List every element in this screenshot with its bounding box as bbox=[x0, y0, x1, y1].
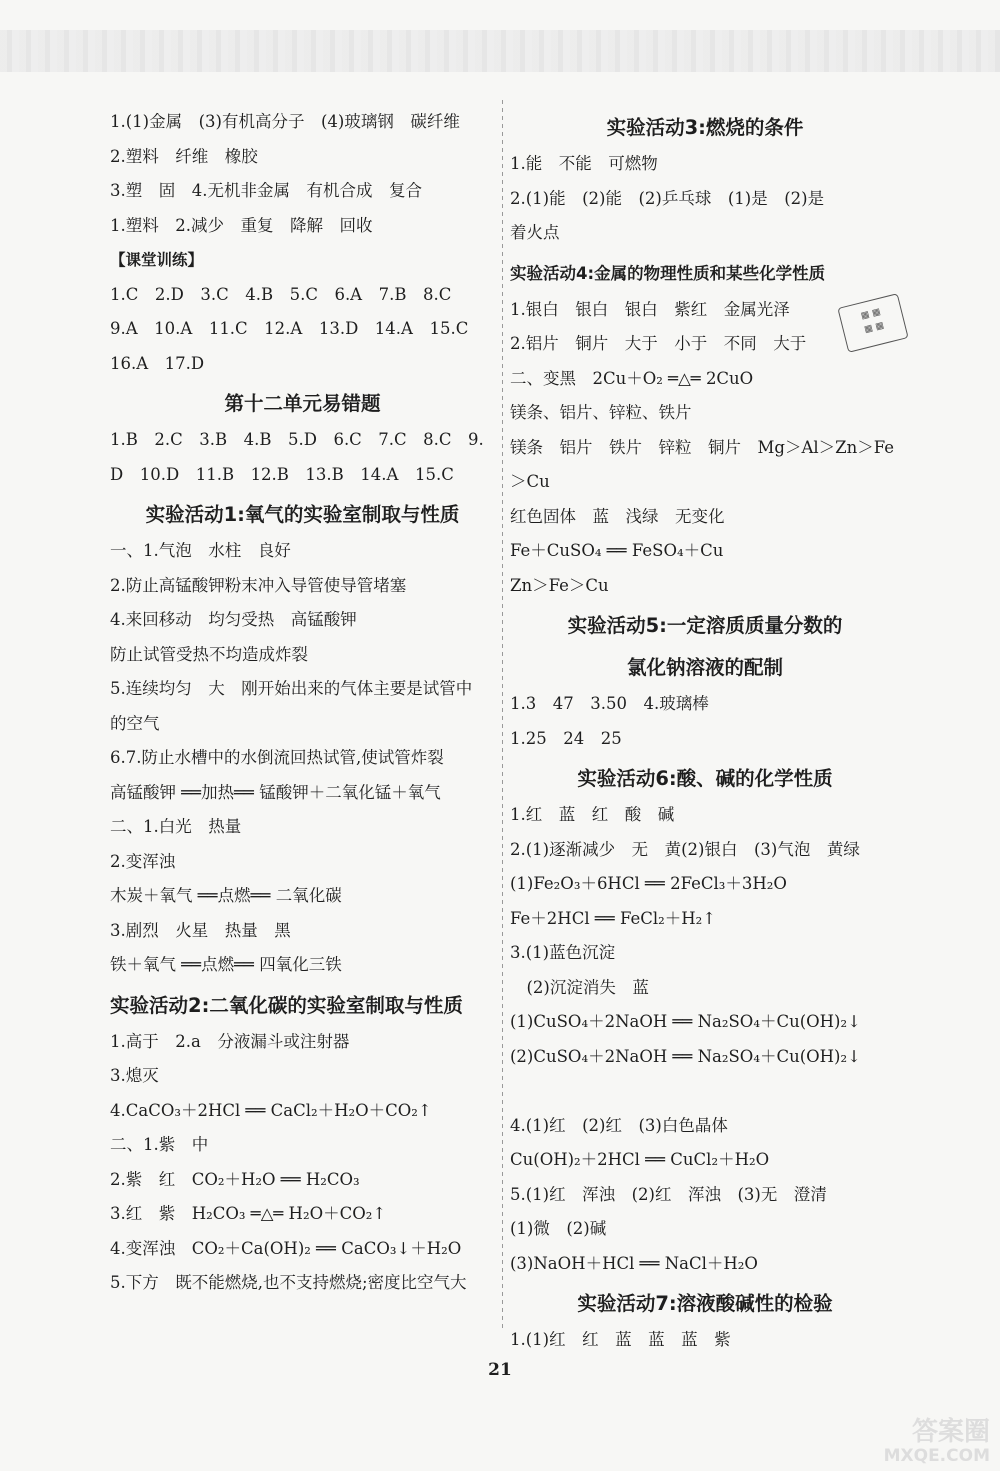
activity4-heading: 实验活动4:金属的物理性质和某些化学性质 bbox=[510, 263, 826, 283]
activity5-heading-line1: 实验活动5:一定溶质质量分数的 bbox=[567, 614, 843, 637]
classroom-training-heading: 【课堂训练】 bbox=[110, 251, 204, 269]
answer-line: 4.来回移动 均匀受热 高锰酸钾 bbox=[110, 610, 357, 629]
equation-line: (1)CuSO₄＋2NaOH ══ Na₂SO₄＋Cu(OH)₂↓ bbox=[510, 1012, 861, 1031]
equation-line: 铁＋氧气 ══点燃══ 四氧化三铁 bbox=[110, 955, 342, 974]
answer-line: 3.剧烈 火星 热量 黑 bbox=[110, 920, 291, 940]
answer-line: 3.塑 固 4.无机非金属 有机合成 复合 bbox=[110, 181, 422, 200]
answer-line: 5.(1)红 浑浊 (2)红 浑浊 (3)无 澄清 bbox=[510, 1184, 827, 1204]
equation-line: 3.红 紫 H₂CO₃ ═△═ H₂O＋CO₂↑ bbox=[110, 1204, 387, 1223]
answer-line: 1.(1)金属 (3)有机高分子 (4)玻璃钢 碳纤维 bbox=[110, 112, 460, 131]
answer-line: Zn＞Fe＞Cu bbox=[510, 575, 609, 595]
answer-line: 1.C 2.D 3.C 4.B 5.C 6.A 7.B 8.C bbox=[110, 284, 452, 304]
answer-line: 二、1.紫 中 bbox=[110, 1135, 209, 1154]
equation-line: 高锰酸钾 ══加热══ 锰酸钾＋二氧化锰＋氧气 bbox=[110, 782, 441, 802]
answer-line: 5.下方 既不能燃烧,也不支持燃烧;密度比空气大 bbox=[110, 1273, 467, 1292]
answer-line: 1.25 24 25 bbox=[510, 728, 622, 748]
equation-line: 木炭＋氧气 ══点燃══ 二氧化碳 bbox=[110, 886, 342, 905]
equation-line: Fe＋CuSO₄ ══ FeSO₄＋Cu bbox=[510, 541, 724, 560]
answer-line: ＞Cu bbox=[510, 472, 550, 491]
equation-line: (3)NaOH＋HCl ══ NaCl＋H₂O bbox=[510, 1253, 758, 1273]
equation-line: 二、变黑 2Cu＋O₂ ═△═ 2CuO bbox=[510, 368, 754, 388]
answer-line: 红色固体 蓝 浅绿 无变化 bbox=[510, 506, 725, 526]
answer-line: 镁条、铝片、锌粒、铁片 bbox=[510, 403, 692, 422]
activity2-heading: 实验活动2:二氧化碳的实验室制取与性质 bbox=[110, 993, 463, 1017]
activity7-heading: 实验活动7:溶液酸碱性的检验 bbox=[577, 1292, 833, 1315]
answer-line: 1.(1)红 红 蓝 蓝 蓝 紫 bbox=[510, 1330, 731, 1349]
answer-line: 镁条 铝片 铁片 锌粒 铜片 Mg＞Al＞Zn＞Fe bbox=[510, 437, 895, 457]
equation-line: (2)CuSO₄＋2NaOH ══ Na₂SO₄＋Cu(OH)₂↓ bbox=[510, 1046, 861, 1066]
watermark-brand: 答案圈 bbox=[911, 1417, 990, 1447]
equation-line: 4.CaCO₃＋2HCl ══ CaCl₂＋H₂O＋CO₂↑ bbox=[110, 1100, 432, 1120]
answer-line: 9.A 10.A 11.C 12.A 13.D 14.A 15.C bbox=[110, 319, 469, 338]
answer-line: 1.3 47 3.50 4.玻璃棒 bbox=[510, 694, 709, 713]
answer-line: 2.铝片 铜片 大于 小于 不同 大于 bbox=[510, 334, 807, 353]
watermark-url: MXQE.COM bbox=[883, 1446, 990, 1466]
equation-line: 4.变浑浊 CO₂＋Ca(OH)₂ ══ CaCO₃↓＋H₂O bbox=[110, 1238, 462, 1258]
answer-line: D 10.D 11.B 12.B 13.B 14.A 15.C bbox=[110, 464, 454, 484]
answer-line: 的空气 bbox=[110, 713, 160, 733]
watermark bbox=[800, 1417, 990, 1468]
answer-line: 2.变浑浊 bbox=[110, 851, 176, 871]
equation-line: (1)Fe₂O₃＋6HCl ══ 2FeCl₃＋3H₂O bbox=[510, 874, 787, 893]
equation-line: Cu(OH)₂＋2HCl ══ CuCl₂＋H₂O bbox=[510, 1150, 770, 1169]
answer-line: 防止试管受热不均造成炸裂 bbox=[110, 644, 308, 664]
activity6-heading: 实验活动6:酸、碱的化学性质 bbox=[577, 767, 833, 790]
column-divider bbox=[502, 100, 503, 1330]
activity5-heading-line2: 氯化钠溶液的配制 bbox=[626, 656, 783, 679]
answer-line: 1.B 2.C 3.B 4.B 5.D 6.C 7.C 8.C 9. bbox=[110, 430, 484, 449]
answer-line: 着火点 bbox=[510, 223, 560, 242]
answer-line: 3.(1)蓝色沉淀 bbox=[510, 943, 616, 962]
answer-line: 3.熄灭 bbox=[110, 1066, 159, 1085]
answer-line: 6.7.防止水槽中的水倒流回热试管,使试管炸裂 bbox=[110, 748, 444, 767]
answer-line: 2.(1)能 (2)能 (2)乒乓球 (1)是 (2)是 bbox=[510, 188, 825, 208]
blank-space bbox=[510, 1077, 900, 1112]
answer-line: 2.(1)逐渐减少 无 黄(2)银白 (3)气泡 黄绿 bbox=[510, 839, 860, 859]
answer-line: 一、1.气泡 水柱 良好 bbox=[110, 541, 291, 560]
unit12-heading: 第十二单元易错题 bbox=[224, 392, 381, 415]
scan-header-band bbox=[0, 30, 1000, 72]
answer-line: 1.塑料 2.减少 重复 降解 回收 bbox=[110, 215, 373, 235]
answer-line: 1.能 不能 可燃物 bbox=[510, 154, 658, 173]
right-column bbox=[510, 108, 900, 1361]
answer-line: 4.(1)红 (2)红 (3)白色晶体 bbox=[510, 1115, 728, 1135]
page-number: 21 bbox=[488, 1360, 512, 1380]
answer-line: 16.A 17.D bbox=[110, 353, 205, 373]
answer-line: 1.高于 2.a 分液漏斗或注射器 bbox=[110, 1031, 350, 1051]
activity1-heading: 实验活动1:氧气的实验室制取与性质 bbox=[145, 503, 460, 526]
answer-line: 5.连续均匀 大 刚开始出来的气体主要是试管中 bbox=[110, 679, 473, 698]
stamp-icon: ▦ ▦ ▦ ▦ bbox=[837, 293, 908, 353]
left-column bbox=[110, 108, 495, 1304]
answer-line: 1.红 蓝 红 酸 碱 bbox=[510, 805, 675, 824]
answer-line: (1)微 (2)碱 bbox=[510, 1219, 607, 1238]
answer-line: (2)沉淀消失 蓝 bbox=[510, 977, 649, 997]
equation-line: 2.紫 红 CO₂＋H₂O ══ H₂CO₃ bbox=[110, 1169, 360, 1189]
answer-line: 1.银白 银白 银白 紫红 金属光泽 bbox=[510, 299, 790, 319]
answer-line: 2.塑料 纤维 橡胶 bbox=[110, 146, 258, 166]
answer-line: 2.防止高锰酸钾粉末冲入导管使导管堵塞 bbox=[110, 575, 407, 595]
answer-line: 二、1.白光 热量 bbox=[110, 817, 242, 836]
activity3-heading: 实验活动3:燃烧的条件 bbox=[606, 116, 804, 139]
equation-line: Fe＋2HCl ══ FeCl₂＋H₂↑ bbox=[510, 908, 717, 928]
